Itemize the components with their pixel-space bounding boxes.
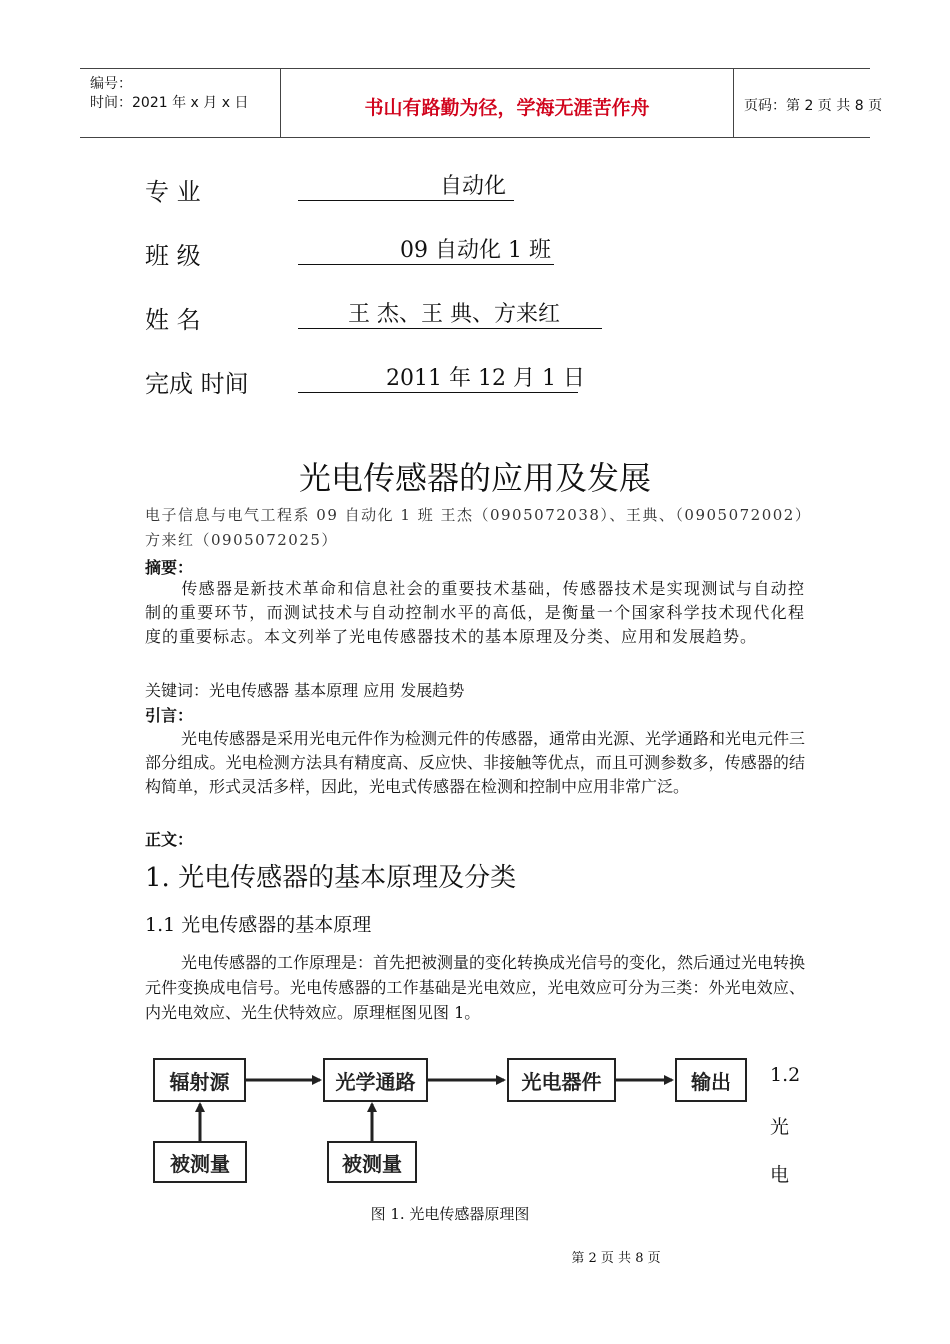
- body-heading: 正文：: [145, 830, 194, 849]
- intro-text: 光电传感器是采用光电元件作为检测元件的传感器，通常由光源、光学通路和光电元件三部分组成。光电检测方法具有精度高、反应快、非接触等优点，而且可测参数多，传感器的结构简单，形式灵活多样，因此，光电式传感器在检测和控制中应用非常广泛。: [145, 729, 806, 796]
- side-text-3: 电: [770, 1164, 790, 1186]
- box-optical-path: 光学通路: [323, 1058, 428, 1102]
- intro-heading: 引言：: [145, 706, 194, 725]
- side-text-2: 光: [770, 1116, 790, 1138]
- page-label: 页码：第 2 页 共 8 页: [744, 98, 883, 114]
- class-value: 09 自动化 1 班: [400, 238, 551, 263]
- keywords-line: 关键词：光电传感器 基本原理 应用 发展趋势: [145, 681, 465, 700]
- section-1-1-text: 光电传感器的工作原理是：首先把被测量的变化转换成光信号的变化，然后通过光电转换元件变换成电信号。光电传感器的工作基础是光电效应，光电效应可分为三类：外光电效应、内光电效应、光生伏特效应。原理框图见图 1。: [145, 953, 806, 1022]
- name-value: 王 杰、王 典、方来红: [348, 302, 560, 327]
- section-1-1-heading: 1.1 光电传感器的基本原理: [145, 914, 372, 936]
- box-photoelectric-device: 光电器件: [507, 1058, 616, 1102]
- code-label: 编号：: [90, 76, 132, 92]
- name-label: 姓 名: [145, 306, 201, 334]
- date-value: 2011 年 12 月 1 日: [386, 366, 585, 391]
- motto-text: 书山有路勤为径，学海无涯苦作舟: [364, 97, 650, 119]
- class-label: 班 级: [145, 242, 201, 270]
- abstract-heading: 摘要：: [145, 558, 194, 577]
- authors-line: 电子信息与电气工程系 09 自动化 1 班 王杰（0905072038）、王典、（0905072002）方来红（0905072025）: [145, 506, 804, 549]
- abstract-text: 传感器是新技术革命和信息社会的重要技术基础，传感器技术是实现测试与自动控制的重要环节，而测试技术与自动控制水平的高低，是衡量一个国家科学技术现代化程度的重要标志。本文列举了光电传感器技术的基本原理及分类、应用和发展趋势。: [145, 579, 805, 646]
- box-measurand-2: 被测量: [327, 1141, 417, 1183]
- box-radiation-source: 辐射源: [153, 1058, 246, 1102]
- section-1-heading: 1. 光电传感器的基本原理及分类: [145, 863, 517, 893]
- date-label: 完成 时间: [145, 370, 249, 398]
- major-label: 专 业: [145, 178, 201, 206]
- box-output: 输出: [675, 1058, 747, 1102]
- time-label: 时间：2021 年 x 月 x 日: [90, 95, 249, 111]
- major-value: 自动化: [440, 174, 507, 199]
- side-text-1: 1.2: [770, 1064, 801, 1086]
- page-footer: 第 2 页 共 8 页: [571, 1251, 661, 1266]
- box-measurand-1: 被测量: [153, 1141, 247, 1183]
- figure-caption: 图 1. 光电传感器原理图: [370, 1205, 530, 1223]
- paper-title: 光电传感器的应用及发展: [298, 459, 651, 497]
